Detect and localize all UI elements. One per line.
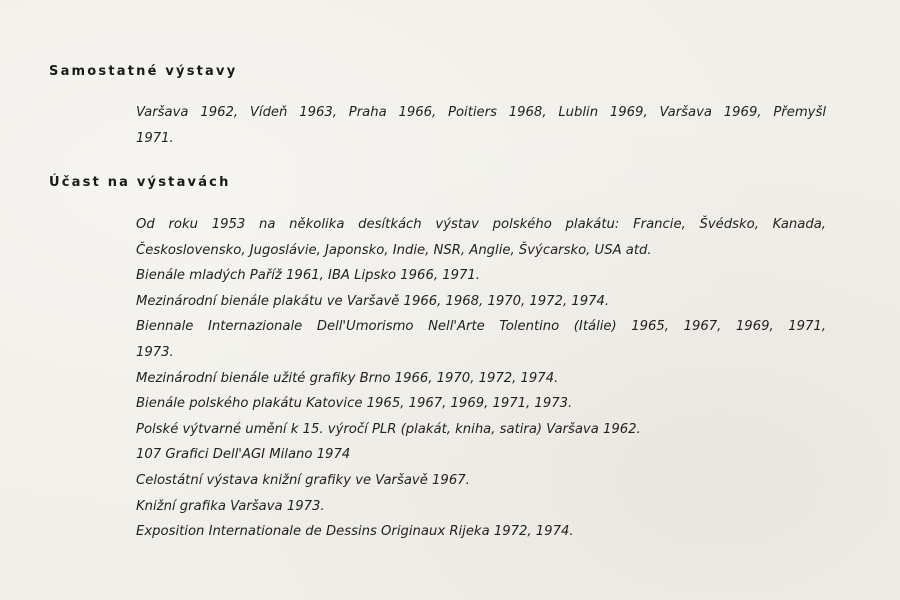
text-line: Varšava 1962, Vídeň 1963, Praha 1966, Poitiers 1968, Lublin 1969, Varšava 1969, Přemyšl	[136, 105, 826, 120]
section-heading-solo-exhibitions: Samostatné výstavy	[49, 64, 238, 79]
group-exhibitions-text	[136, 212, 826, 545]
text-line: 1971.	[136, 130, 174, 146]
text-line: Polské výtvarné umění k 15. výročí PLR (plakát, kniha, satira) Varšava 1962.	[136, 421, 641, 437]
text-line: 1973.	[136, 344, 174, 360]
text-line: Celostátní výstava knižní grafiky ve Varšavě 1967.	[136, 472, 470, 488]
section-heading-group-exhibitions: Účast na výstavách	[49, 175, 231, 190]
text-line: 107 Grafici Dell'AGI Milano 1974	[136, 447, 351, 463]
solo-exhibitions-text	[136, 100, 826, 151]
text-line: Bienále polského plakátu Katovice 1965, 1967, 1969, 1971, 1973.	[136, 396, 573, 412]
text-line: Československo, Jugoslávie, Japonsko, Indie, NSR, Anglie, Švýcarsko, USA atd.	[136, 242, 652, 258]
text-line: Knižní grafika Varšava 1973.	[136, 498, 325, 514]
text-line: Bienále mladých Paříž 1961, IBA Lipsko 1966, 1971.	[136, 268, 480, 284]
text-line: Biennale Internazionale Dell'Umorismo Nell'Arte Tolentino (Itálie) 1965, 1967, 1969, 1971,	[136, 319, 826, 335]
text-line: Od roku 1953 na několika desítkách výstav polského plakátu: Francie, Švédsko, Kanada,	[136, 217, 826, 232]
text-line: Mezinárodní bienále užité grafiky Brno 1966, 1970, 1972, 1974.	[136, 370, 559, 386]
text-line: Exposition Internationale de Dessins Originaux Rijeka 1972, 1974.	[136, 524, 574, 540]
text-line: Mezinárodní bienále plakátu ve Varšavě 1966, 1968, 1970, 1972, 1974.	[136, 293, 610, 309]
